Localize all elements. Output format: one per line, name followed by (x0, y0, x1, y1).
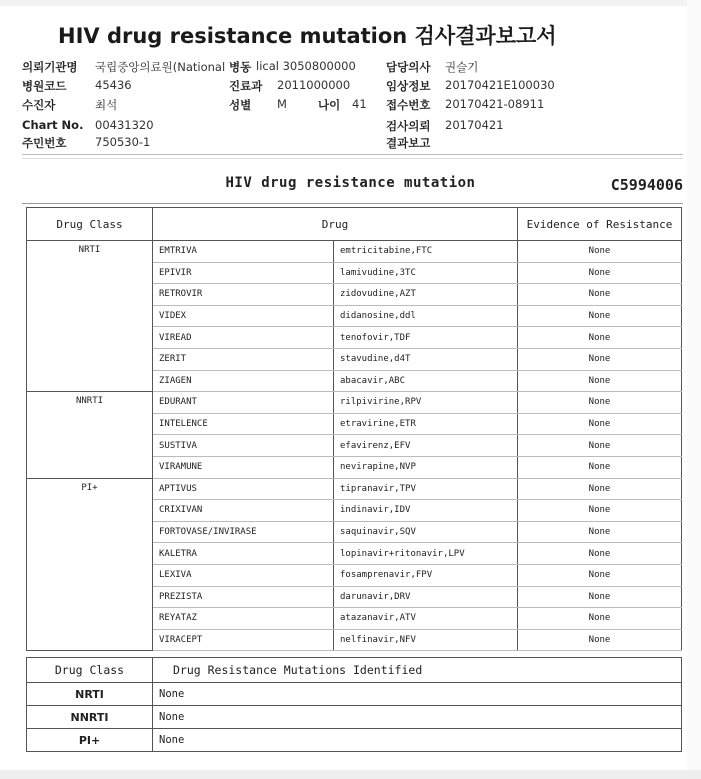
generic-name-cell: tipranavir,TPV (334, 478, 518, 500)
summary-class-cell: NNRTI (27, 706, 153, 729)
brand-name-cell: EPIVIR (153, 262, 334, 284)
evidence-cell: None (518, 435, 682, 457)
hospital-code-label: 병원코드 (22, 79, 67, 93)
brand-name-cell: ZERIT (153, 348, 334, 370)
generic-name-cell: indinavir,IDV (334, 500, 518, 522)
summary-class-cell: PI+ (27, 729, 153, 752)
evidence-cell: None (518, 608, 682, 630)
generic-name-cell: tenofovir,TDF (334, 327, 518, 349)
generic-name-cell: atazanavir,ATV (334, 608, 518, 630)
summary-class-cell: NRTI (27, 683, 153, 706)
clinical-info-value: 20170421E100030 (445, 78, 555, 92)
evidence-cell: None (518, 521, 682, 543)
age-value: 41 (352, 97, 367, 111)
patient-label: 수진자 (22, 98, 56, 112)
request-date-label: 검사의뢰 (386, 119, 431, 133)
report-code: C5994006 (610, 176, 683, 194)
brand-name-cell: RETROVIR (153, 284, 334, 306)
sex-label: 성별 (229, 98, 252, 112)
request-date-value: 20170421 (445, 118, 504, 132)
evidence-cell: None (518, 392, 682, 414)
generic-name-cell: efavirenz,EFV (334, 435, 518, 457)
generic-name-cell: etravirine,ETR (334, 413, 518, 435)
chart-label: Chart No. (22, 118, 84, 132)
evidence-cell: None (518, 500, 682, 522)
id-label: 주민번호 (22, 136, 67, 150)
bottom-edge (0, 770, 701, 779)
brand-name-cell: FORTOVASE/INVIRASE (153, 521, 334, 543)
brand-name-cell: REYATAZ (153, 608, 334, 630)
top-edge (0, 0, 701, 6)
doctor-value: 권슬기 (445, 60, 479, 74)
evidence-cell: None (518, 543, 682, 565)
header-divider (22, 154, 683, 155)
evidence-cell: None (518, 262, 682, 284)
col-drug: Drug (153, 208, 518, 241)
institution-value: 국립중앙의료원(National (95, 60, 226, 74)
evidence-cell: None (518, 241, 682, 263)
brand-name-cell: EMTRIVA (153, 241, 334, 263)
generic-name-cell: rilpivirine,RPV (334, 392, 518, 414)
right-edge (687, 0, 701, 779)
drug-class-cell: NRTI (27, 241, 153, 392)
report-date-label: 결과보고 (386, 136, 431, 150)
ward-value: lical 3050800000 (256, 59, 356, 73)
brand-name-cell: INTELENCE (153, 413, 334, 435)
summary-table (26, 657, 682, 752)
evidence-cell: None (518, 564, 682, 586)
hospital-code-value: 45436 (95, 78, 132, 92)
report-title: HIV drug resistance mutation 검사결과보고서 (58, 24, 557, 48)
evidence-cell: None (518, 370, 682, 392)
patient-value: 최석 (95, 98, 118, 112)
brand-name-cell: VIDEX (153, 305, 334, 327)
evidence-cell: None (518, 348, 682, 370)
header-divider-light (22, 158, 683, 159)
evidence-cell: None (518, 284, 682, 306)
generic-name-cell: nelfinavir,NFV (334, 629, 518, 651)
summary-value-cell: None (153, 683, 682, 706)
brand-name-cell: PREZISTA (153, 586, 334, 608)
table-header-row (27, 208, 682, 241)
department-label: 진료과 (229, 79, 263, 93)
summary-row (27, 683, 682, 706)
summary-row (27, 729, 682, 752)
age-label: 나이 (318, 98, 341, 112)
generic-name-cell: lopinavir+ritonavir,LPV (334, 543, 518, 565)
sex-value: M (277, 97, 287, 111)
generic-name-cell: emtricitabine,FTC (334, 241, 518, 263)
generic-name-cell: saquinavir,SQV (334, 521, 518, 543)
brand-name-cell: CRIXIVAN (153, 500, 334, 522)
evidence-cell: None (518, 478, 682, 500)
table-row (27, 478, 682, 500)
receipt-value: 20170421-08911 (445, 97, 545, 111)
summary-row (27, 706, 682, 729)
evidence-cell: None (518, 629, 682, 651)
drug-class-cell: NNRTI (27, 392, 153, 478)
table-row (27, 241, 682, 263)
report-subtitle: HIV drug resistance mutation (225, 175, 476, 191)
evidence-cell: None (518, 456, 682, 478)
col-evidence: Evidence of Resistance (518, 208, 682, 241)
doctor-label: 담당의사 (386, 60, 431, 74)
generic-name-cell: fosamprenavir,FPV (334, 564, 518, 586)
resistance-table (26, 207, 682, 651)
generic-name-cell: nevirapine,NVP (334, 456, 518, 478)
brand-name-cell: VIREAD (153, 327, 334, 349)
summary-col-mutations: Drug Resistance Mutations Identified (153, 658, 682, 683)
summary-value-cell: None (153, 706, 682, 729)
brand-name-cell: VIRAMUNE (153, 456, 334, 478)
ward-label: 병동 (229, 60, 252, 74)
generic-name-cell: lamivudine,3TC (334, 262, 518, 284)
table-row (27, 392, 682, 414)
generic-name-cell: darunavir,DRV (334, 586, 518, 608)
generic-name-cell: zidovudine,AZT (334, 284, 518, 306)
summary-col-class: Drug Class (27, 658, 153, 683)
clinical-info-label: 임상정보 (386, 79, 431, 93)
brand-name-cell: APTIVUS (153, 478, 334, 500)
brand-name-cell: ZIAGEN (153, 370, 334, 392)
brand-name-cell: VIRACEPT (153, 629, 334, 651)
evidence-cell: None (518, 586, 682, 608)
generic-name-cell: abacavir,ABC (334, 370, 518, 392)
evidence-cell: None (518, 327, 682, 349)
col-drug-class: Drug Class (27, 208, 153, 241)
brand-name-cell: LEXIVA (153, 564, 334, 586)
summary-value-cell: None (153, 729, 682, 752)
chart-value: 00431320 (95, 118, 154, 132)
generic-name-cell: stavudine,d4T (334, 348, 518, 370)
brand-name-cell: KALETRA (153, 543, 334, 565)
evidence-cell: None (518, 413, 682, 435)
generic-name-cell: didanosine,ddl (334, 305, 518, 327)
institution-label: 의뢰기관명 (22, 60, 78, 74)
brand-name-cell: SUSTIVA (153, 435, 334, 457)
summary-header-row (27, 658, 682, 683)
receipt-label: 접수번호 (386, 98, 431, 112)
department-value: 2011000000 (277, 78, 351, 92)
id-value: 750530-1 (95, 135, 151, 149)
evidence-cell: None (518, 305, 682, 327)
drug-class-cell: PI+ (27, 478, 153, 651)
brand-name-cell: EDURANT (153, 392, 334, 414)
subtitle-rule (22, 203, 683, 204)
